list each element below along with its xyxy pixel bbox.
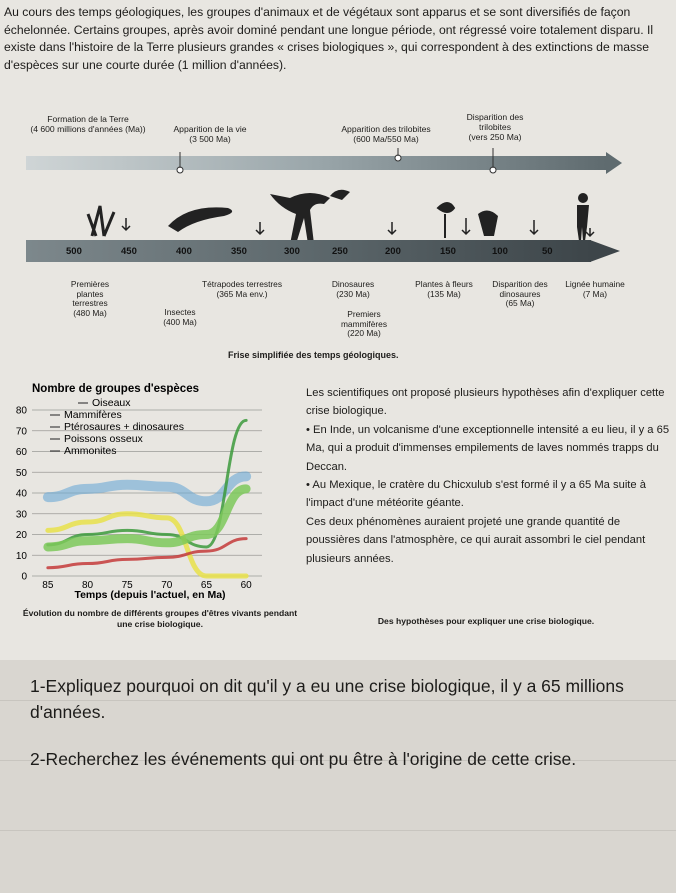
y-tick-label: 70 bbox=[15, 426, 27, 438]
species-chart bbox=[0, 380, 300, 620]
hypotheses-intro: Les scientifiques ont proposé plusieurs hypothèses afin d'expliquer cette crise biologique. bbox=[306, 387, 665, 418]
x-tick-label: 65 bbox=[200, 580, 213, 591]
label-trilobites-disappearance: Disparition des trilobites (vers 250 Ma) bbox=[466, 112, 524, 142]
hypothesis-volcanism: • En Inde, un volcanisme d'une exceptionnelle intensité a eu lieu, il y a 65 Ma, qui a produit d'immenses empilements de laves nommés trapps du Deccan. bbox=[306, 423, 670, 473]
tick-label: 150 bbox=[440, 246, 456, 257]
legend-item: Poissons osseux bbox=[64, 433, 143, 445]
question-2: 2-Recherchez les événements qui ont pu être à l'origine de cette crise. bbox=[30, 749, 577, 769]
tick-label: 200 bbox=[385, 246, 401, 257]
chart-title: Nombre de groupes d'espèces bbox=[32, 383, 199, 395]
chart-x-label: Temps (depuis l'actuel, en Ma) bbox=[74, 589, 226, 601]
y-tick-label: 40 bbox=[15, 488, 27, 500]
hypotheses-box bbox=[306, 384, 672, 568]
intro-text: Au cours des temps géologiques, les groupes d'animaux et de végétaux sont apparus et se sont diversifiés de façon échelonnée. Certains groupes, après avoir dominé pendant une longue période, ont régressé voire totalement disparu. Il existe dans l'histoire de la Terre plusieurs grandes « crises biologiques », qui correspondent à des extinctions de masse d'espèces sur une courte durée (1 million d'années). bbox=[4, 5, 654, 72]
legend-item: Mammifères bbox=[64, 409, 122, 421]
label-tetrapods: Tétrapodes terrestres (365 Ma env.) bbox=[201, 279, 283, 299]
tetrapod-icon bbox=[168, 207, 232, 232]
tick-label: 300 bbox=[284, 246, 300, 257]
chart-caption: Évolution du nombre de différents groupes d'êtres vivants pendant une crise biologique. bbox=[22, 608, 298, 629]
y-tick-label: 10 bbox=[15, 550, 27, 562]
tick-label: 350 bbox=[231, 246, 247, 257]
y-tick-label: 80 bbox=[15, 405, 27, 417]
label-flowering-plants: Plantes à fleurs (135 Ma) bbox=[415, 279, 473, 299]
tick-label: 50 bbox=[542, 246, 553, 257]
label-human-lineage: Lignée humaine (7 Ma) bbox=[565, 279, 625, 299]
human-icon bbox=[578, 193, 588, 203]
legend-item: Ammonites bbox=[64, 445, 117, 457]
label-trilobites-appearance: Apparition des trilobites (600 Ma/550 Ma) bbox=[341, 124, 431, 144]
flower-icon bbox=[438, 203, 454, 238]
y-tick-label: 60 bbox=[15, 447, 27, 458]
tick-label: 450 bbox=[121, 246, 137, 257]
label-dinosaur-extinction: Disparition des dinosaures (65 Ma) bbox=[492, 279, 548, 308]
series-line-1 bbox=[48, 476, 246, 501]
x-tick-label: 60 bbox=[240, 580, 252, 591]
y-tick-label: 50 bbox=[15, 467, 27, 479]
x-tick-label: 75 bbox=[121, 580, 133, 591]
tick-label: 500 bbox=[66, 246, 82, 257]
label-life: Apparition de la vie (3 500 Ma) bbox=[173, 124, 247, 144]
x-tick-label: 85 bbox=[42, 580, 54, 591]
hypotheses-conclusion: Ces deux phénomènes auraient projeté une grande quantité de poussières dans l'atmosphère, ce qui aurait assombri le ciel pendant plusieurs années. bbox=[306, 515, 646, 565]
y-tick-label: 30 bbox=[15, 509, 27, 521]
tick-label: 100 bbox=[492, 246, 508, 257]
y-tick-label: 0 bbox=[21, 571, 27, 583]
timeline-illustrations bbox=[0, 148, 676, 248]
tick-label: 250 bbox=[332, 246, 348, 257]
label-first-mammals: Premiers mammifères (220 Ma) bbox=[340, 309, 388, 338]
question-1: 1-Expliquez pourquoi on dit qu'il y a eu une crise biologique, il y a 65 millions d'années. bbox=[30, 676, 624, 722]
y-tick-label: 20 bbox=[15, 530, 27, 541]
plant-icon bbox=[88, 206, 114, 236]
hypothesis-meteorite: • Au Mexique, le cratère du Chicxulub s'est formé il y a 65 Ma suite à l'impact d'une météorite géante. bbox=[306, 479, 646, 510]
trex-icon bbox=[270, 193, 330, 244]
legend-item: Ptérosaures + dinosaures bbox=[64, 421, 184, 433]
legend-item: Oiseaux bbox=[92, 397, 131, 409]
mammal-icon bbox=[478, 210, 498, 236]
label-formation: Formation de la Terre (4 600 millions d'années (Ma)) bbox=[30, 114, 146, 134]
label-first-plants: Premières plantes terrestres (480 Ma) bbox=[70, 279, 110, 318]
tick-label: 400 bbox=[176, 246, 192, 257]
x-tick-label: 80 bbox=[81, 580, 94, 591]
label-dinosaurs: Dinosaures (230 Ma) bbox=[331, 279, 375, 299]
timeline-caption: Frise simplifiée des temps géologiques. bbox=[228, 350, 399, 360]
x-tick-label: 70 bbox=[161, 580, 173, 591]
hypotheses-caption: Des hypothèses pour expliquer une crise biologique. bbox=[377, 616, 595, 626]
label-insects: Insectes (400 Ma) bbox=[163, 307, 197, 327]
